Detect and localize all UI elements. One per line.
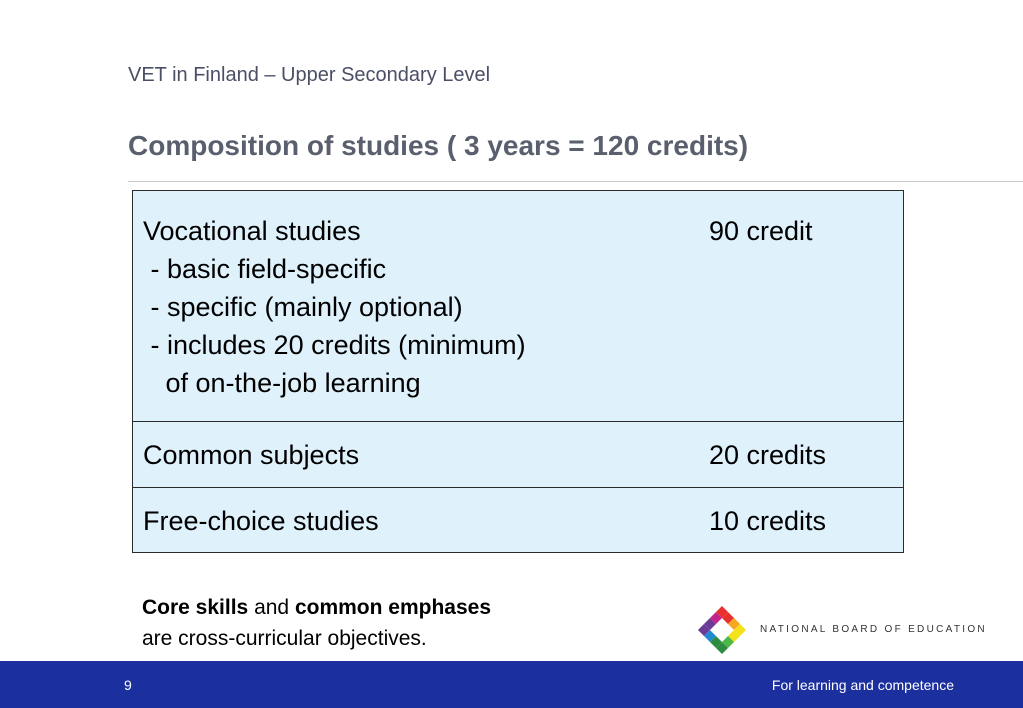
page-number: 9 [124,677,132,693]
footer-tagline: For learning and competence [771,677,954,693]
row-sub-item: - basic field-specific [143,254,387,284]
slide-supertitle: VET in Finland – Upper Secondary Level [128,64,491,86]
footer-bar [0,661,1023,708]
row-sub-item: - includes 20 credits (minimum) [143,330,526,360]
national-board-logo-icon [697,605,747,655]
logo-text: NATIONAL BOARD OF EDUCATION [760,624,987,635]
row-label: Vocational studies [143,216,361,246]
note-line2: are cross-curricular objectives. [142,627,427,650]
cross-curricular-note [142,592,491,654]
row-sub-item: - specific (mainly optional) [143,292,463,322]
table-row [133,488,903,552]
row-sub-item: of on-the-job learning [143,368,421,398]
row-value: 90 credit [709,216,813,246]
note-and: and [248,596,295,619]
row-label: Common subjects [143,440,360,470]
note-bold-core-skills: Core skills [142,596,249,619]
note-bold-common-emphases: common emphases [294,596,492,619]
slide-title: Composition of studies ( 3 years = 120 credits) [128,130,749,161]
title-divider [128,181,1023,182]
row-value: 10 credits [709,506,827,536]
row-value: 20 credits [709,440,827,470]
row-label: Free-choice studies [143,506,379,536]
credits-table [132,190,904,553]
table-row [133,191,903,422]
table-row [133,422,903,488]
